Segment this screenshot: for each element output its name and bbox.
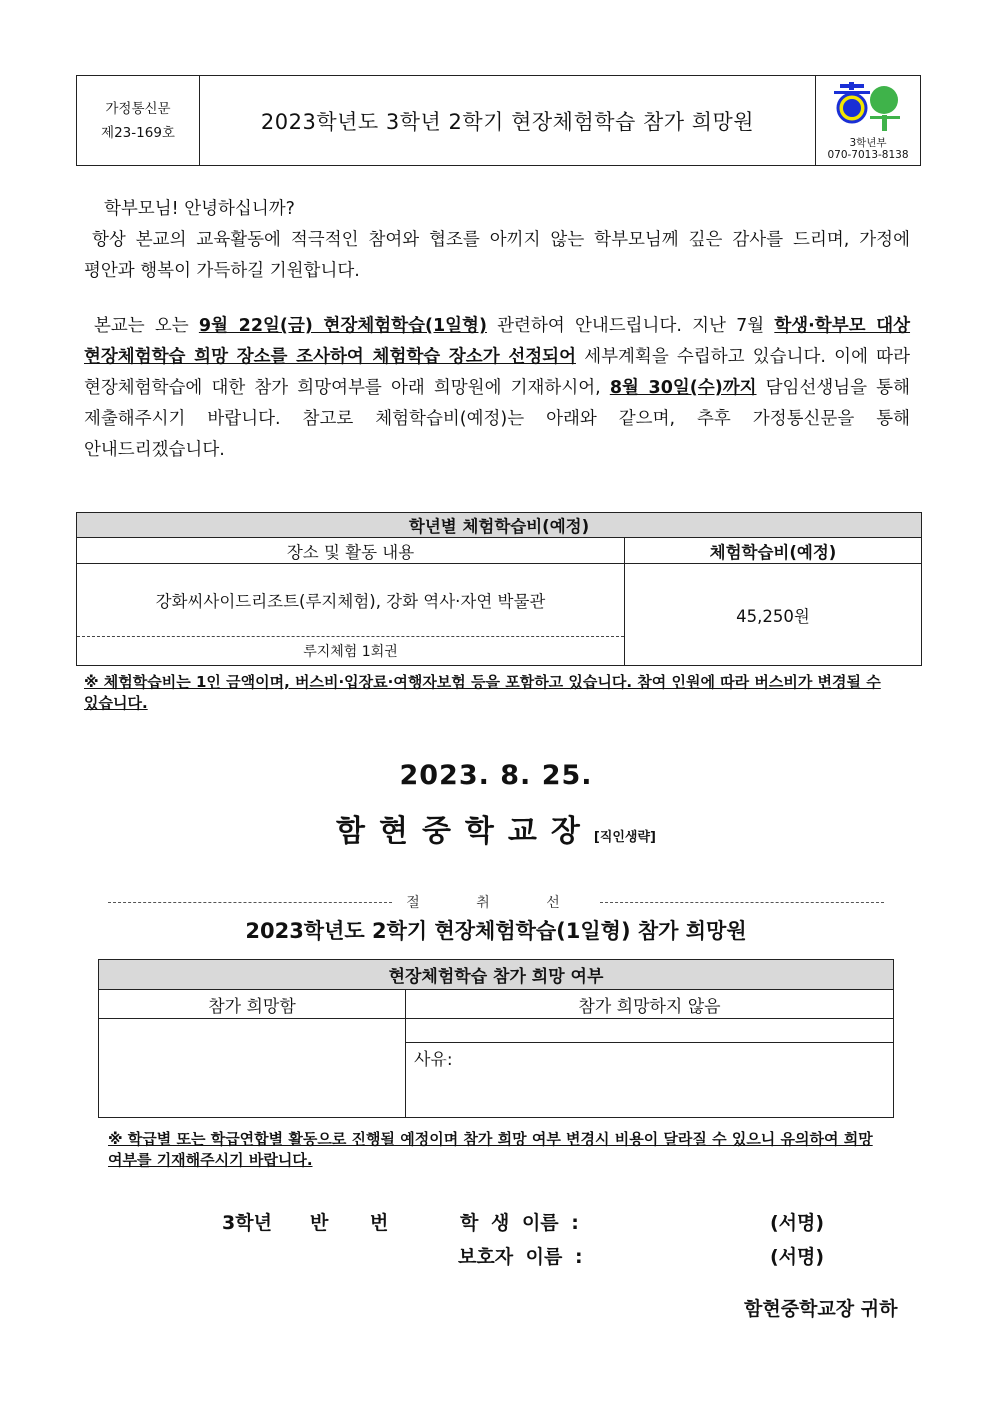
cut-dash-right xyxy=(600,902,884,903)
reason-cell[interactable] xyxy=(406,1043,894,1118)
notice-text-1: 본교는 오는 xyxy=(94,316,199,336)
deadline-highlight: 8월 30일(수)까지 xyxy=(609,378,757,398)
intro-paragraph: 항상 본교의 교육활동에 적극적인 참여와 협조를 아끼지 않는 학부모님께 깊은 감사를 드리며, 가정에 평안과 행복이 가득하길 기원합니다. xyxy=(84,230,910,281)
participation-table-title: 현장체험학습 참가 희망 여부 xyxy=(99,960,894,990)
doc-type: 가정통신문 xyxy=(105,100,171,117)
document-header xyxy=(76,75,921,166)
issue-date: 2023. 8. 25. xyxy=(399,760,593,791)
greeting: 학부모님! 안녕하십니까? xyxy=(104,199,295,219)
addressee: 함현중학교장 귀하 xyxy=(744,1298,898,1320)
col-participate: 참가 희망함 xyxy=(99,990,406,1019)
class-label: 반 xyxy=(310,1212,329,1234)
notice-text-2: 관련하여 안내드립니다. 지난 7월 xyxy=(486,316,775,336)
fee-table-title: 학년별 체험학습비(예정) xyxy=(77,513,922,538)
fee-col-place: 장소 및 활동 내용 xyxy=(77,538,625,564)
doc-info xyxy=(77,76,200,165)
participation-table xyxy=(98,959,894,1118)
principal-name: 함현중학교장 xyxy=(335,814,594,849)
guardian-name-label: 보호자 이름 : xyxy=(458,1246,583,1268)
survey-highlight: 학생·학부모 대상 현장체험학습 희망 장소를 조사하여 체험학습 장소가 선정되어 xyxy=(84,316,911,367)
doc-number: 제23-169호 xyxy=(101,124,175,141)
fee-col-fee: 체험학습비(예정) xyxy=(625,538,922,564)
form-note: ※ 학급별 또는 학급연합별 활동으로 진행될 예정이며 참가 희망 여부 변경시 비용이 달라질 수 있으니 유의하여 희망 여부를 기재해주시기 바랍니다. xyxy=(108,1130,873,1169)
notice-text-3: 세부계획을 수립하고 있습니다. 이에 따라 현장체험학습에 대한 참가 희망여부를 아래 희망원에 기재하시어, xyxy=(84,347,910,398)
fee-activity: 루지체험 1회권 xyxy=(77,637,625,666)
form-title: 2023학년도 2학기 현장체험학습(1일형) 참가 희망원 xyxy=(245,919,747,943)
fee-table xyxy=(76,512,922,666)
department-label: 3학년부 xyxy=(849,137,887,149)
not-participate-checkbox-cell[interactable] xyxy=(406,1019,894,1043)
student-sign[interactable]: (서명) xyxy=(770,1212,825,1234)
notice-paragraph xyxy=(84,311,910,466)
cut-line xyxy=(108,892,884,912)
phone-number: 070-7013-8138 xyxy=(827,149,909,161)
cut-dash-left xyxy=(108,902,392,903)
notice-text-4: 담임선생님을 통해 제출해주시기 바랍니다. 참고로 체험학습비(예정)는 아래와 같으며, 추후 가정통신문을 통해 안내드리겠습니다. xyxy=(84,378,910,460)
fee-note: ※ 체험학습비는 1인 금액이며, 버스비·입장료·여행자보험 등을 포함하고 있습니다. 참여 인원에 따라 버스비가 변경될 수 있습니다. xyxy=(84,673,881,712)
grade-label: 3학년 xyxy=(222,1212,272,1234)
student-name-label: 학 생 이름 : xyxy=(460,1212,579,1234)
seal-omitted: [직인생략] xyxy=(593,830,656,845)
document-title: 2023학년도 3학년 2학기 현장체험학습 참가 희망원 xyxy=(260,109,755,134)
event-date-highlight: 9월 22일(금) 현장체험학습(1일형) xyxy=(198,316,487,336)
greeting-block xyxy=(84,194,910,287)
cut-label: 절 취 선 xyxy=(406,895,586,911)
principal-line xyxy=(0,806,992,850)
participate-checkbox-cell[interactable] xyxy=(99,1019,406,1118)
school-logo-icon xyxy=(832,82,904,136)
reason-label: 사유: xyxy=(414,1050,453,1070)
school-logo-box xyxy=(815,76,920,165)
fee-place: 강화씨사이드리조트(루지체험), 강화 역사·자연 박물관 xyxy=(77,564,625,637)
number-label: 번 xyxy=(370,1212,389,1234)
col-not-participate: 참가 희망하지 않음 xyxy=(406,990,894,1019)
guardian-sign[interactable]: (서명) xyxy=(770,1246,825,1268)
fee-amount: 45,250원 xyxy=(625,564,922,666)
